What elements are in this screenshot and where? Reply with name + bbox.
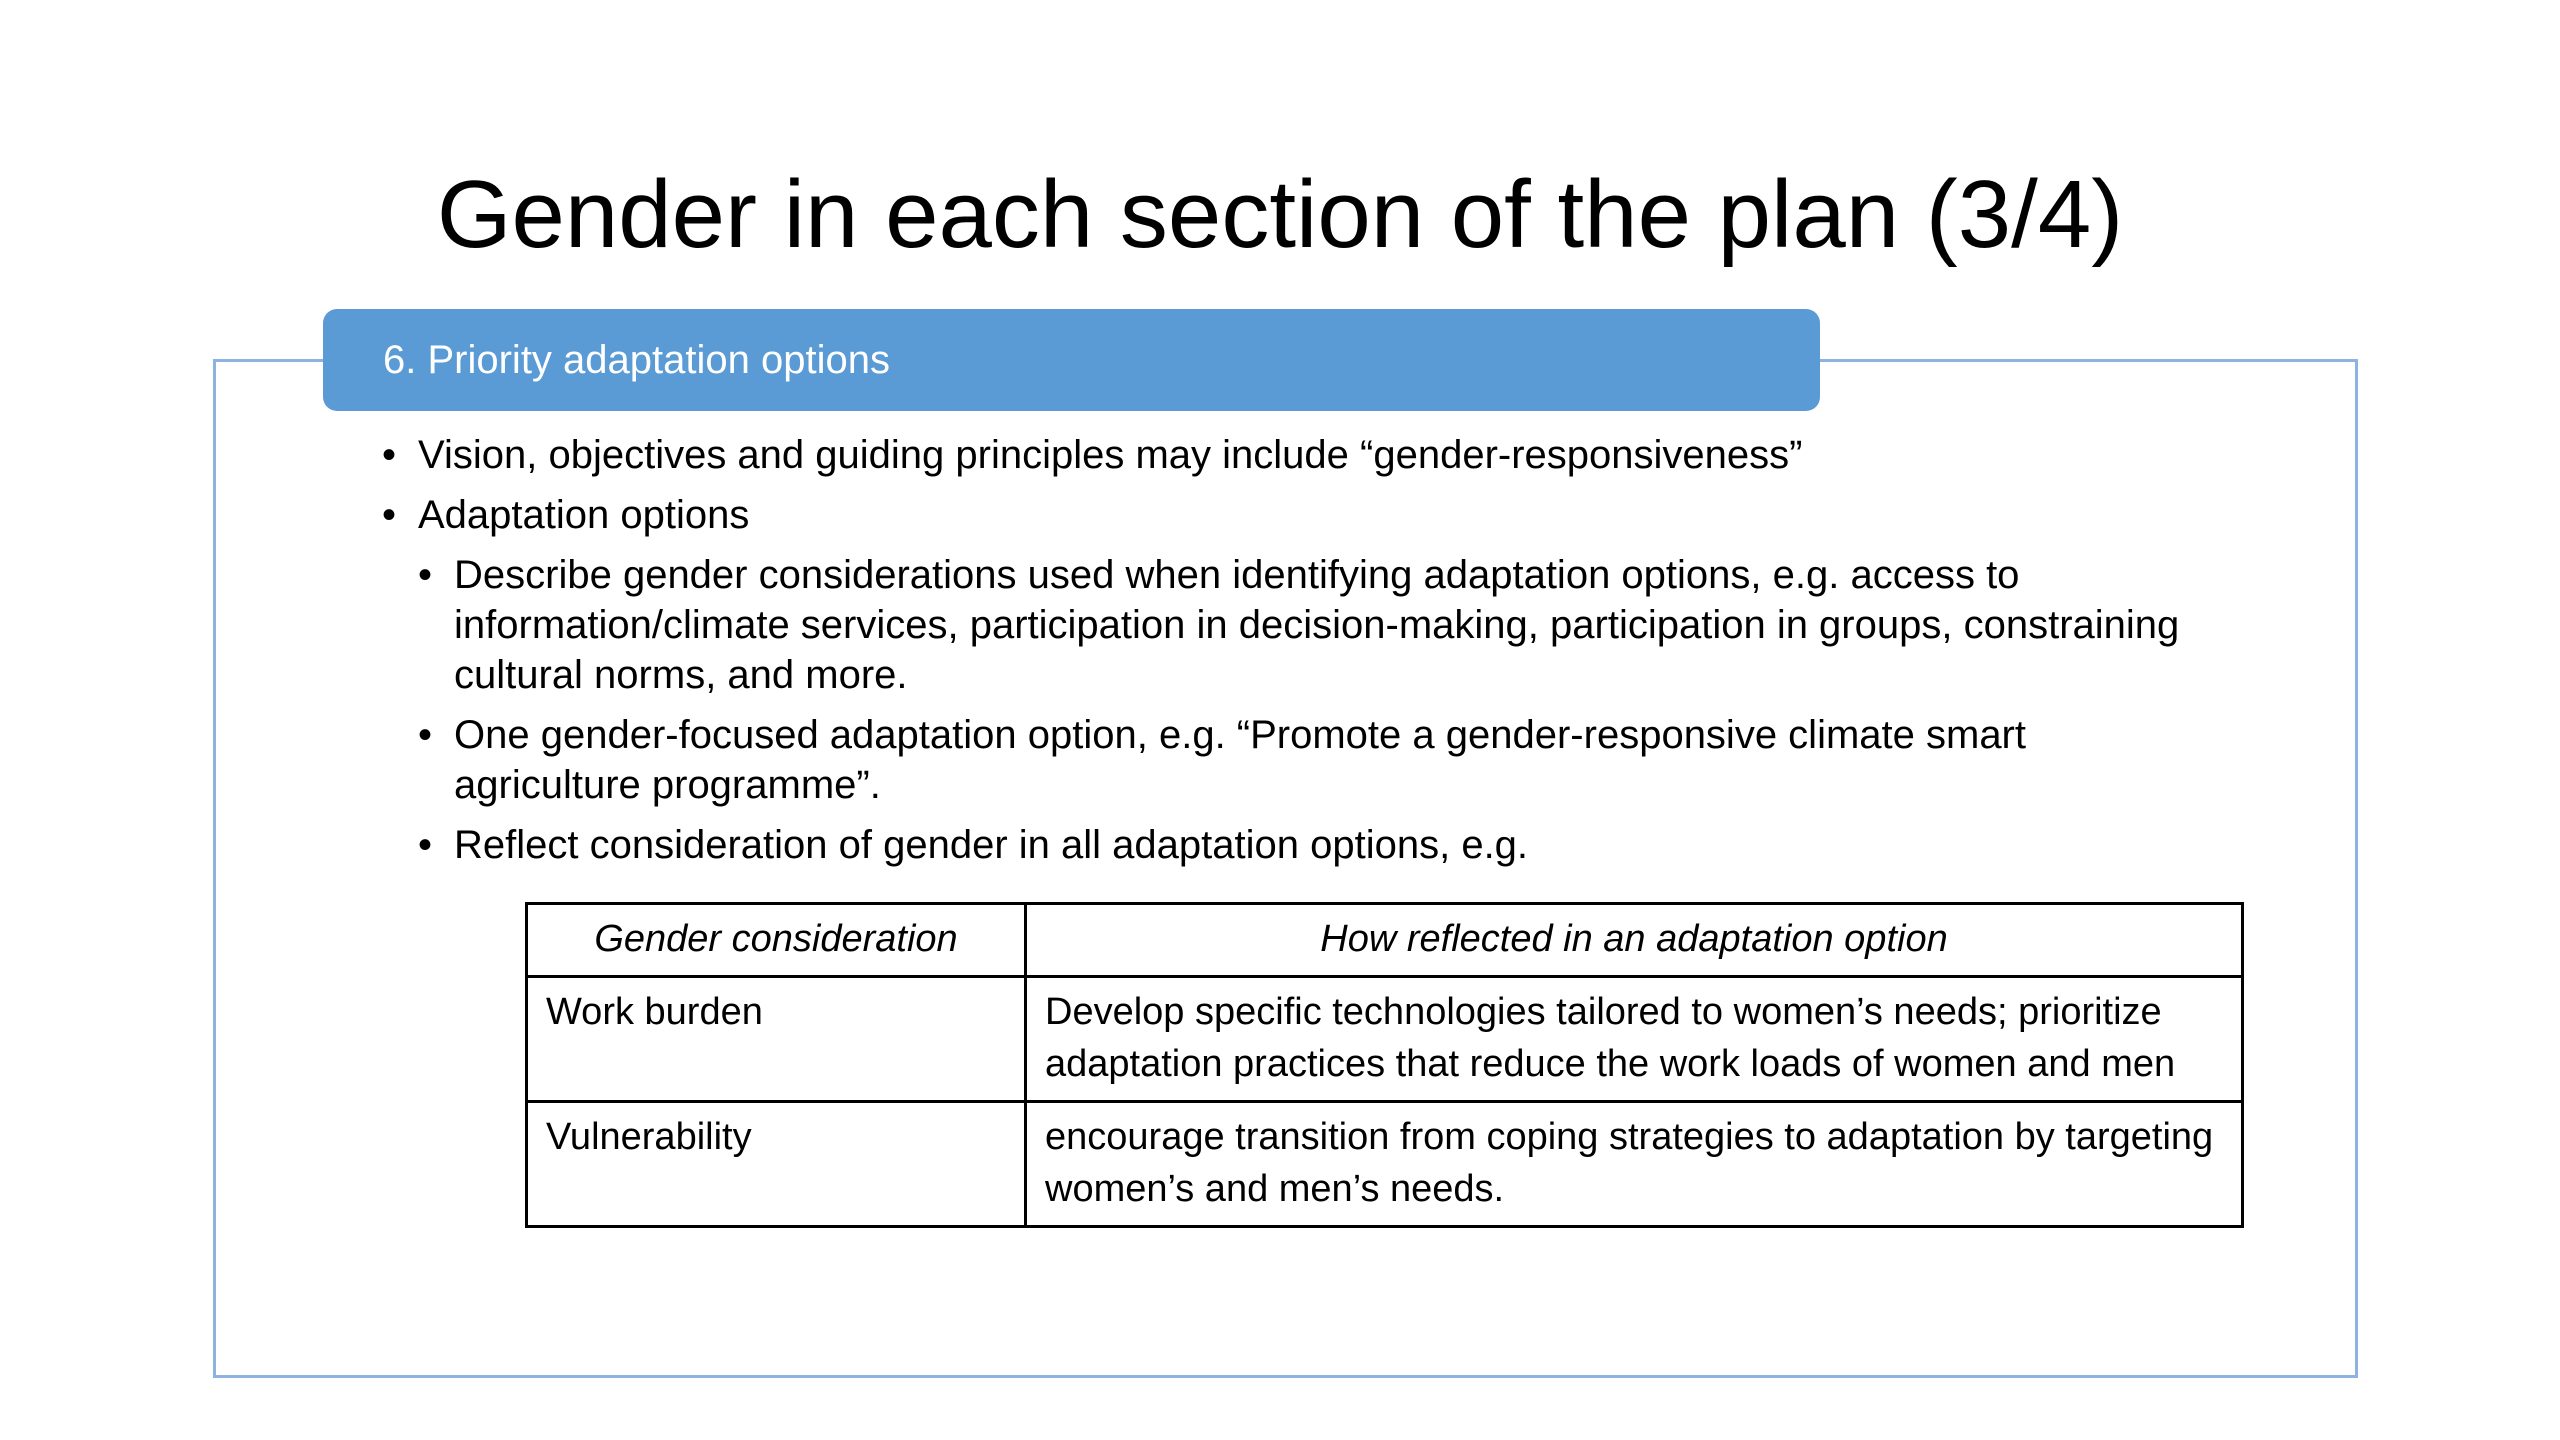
- bullet-text: Vision, objectives and guiding principles may include “gender-responsiveness”: [418, 433, 1803, 477]
- sub-bullet-text: Reflect consideration of gender in all adaptation options, e.g.: [454, 823, 1529, 867]
- bullet-dot-icon: •: [418, 823, 433, 867]
- bullet-dot-icon: •: [382, 493, 397, 537]
- sub-bullet-text: One gender-focused adaptation option, e.g. “Promote a gender-responsive climate smart agriculture programme”.: [454, 713, 2026, 807]
- table-cell: Work burden: [527, 977, 1026, 1102]
- table-header-row: [527, 904, 2243, 977]
- bullet-dot-icon: •: [418, 553, 433, 597]
- bullet-text: Adaptation options: [418, 493, 750, 537]
- table-cell: Vulnerability: [527, 1102, 1026, 1227]
- table-row: [527, 1102, 2243, 1227]
- section-header-label: 6. Priority adaptation options: [383, 338, 890, 382]
- bullet-list: [380, 430, 2200, 880]
- sub-bullet-item: [380, 550, 2200, 700]
- table-header-cell: Gender consideration: [527, 904, 1026, 977]
- sub-bullet-item: [380, 820, 2200, 870]
- sub-bullet-text: Describe gender considerations used when identifying adaptation options, e.g. access to information/climate services, participation in decision-making, participation in groups, constraining cultural norms, and more.: [454, 553, 2180, 697]
- bullet-dot-icon: •: [382, 433, 397, 477]
- table-cell: Develop specific technologies tailored to women’s needs; prioritize adaptation practices that reduce the work loads of women and men: [1026, 977, 2243, 1102]
- section-header: [323, 309, 1820, 411]
- sub-bullet-item: [380, 710, 2200, 810]
- gender-consideration-table: [525, 902, 2244, 1228]
- slide-title: Gender in each section of the plan (3/4): [436, 161, 2124, 268]
- table-cell: encourage transition from coping strategies to adaptation by targeting women’s and men’s needs.: [1026, 1102, 2243, 1227]
- bullet-dot-icon: •: [418, 713, 433, 757]
- bullet-item: [380, 430, 2200, 480]
- bullet-item: [380, 490, 2200, 540]
- table-row: [527, 977, 2243, 1102]
- table-header-cell: How reflected in an adaptation option: [1026, 904, 2243, 977]
